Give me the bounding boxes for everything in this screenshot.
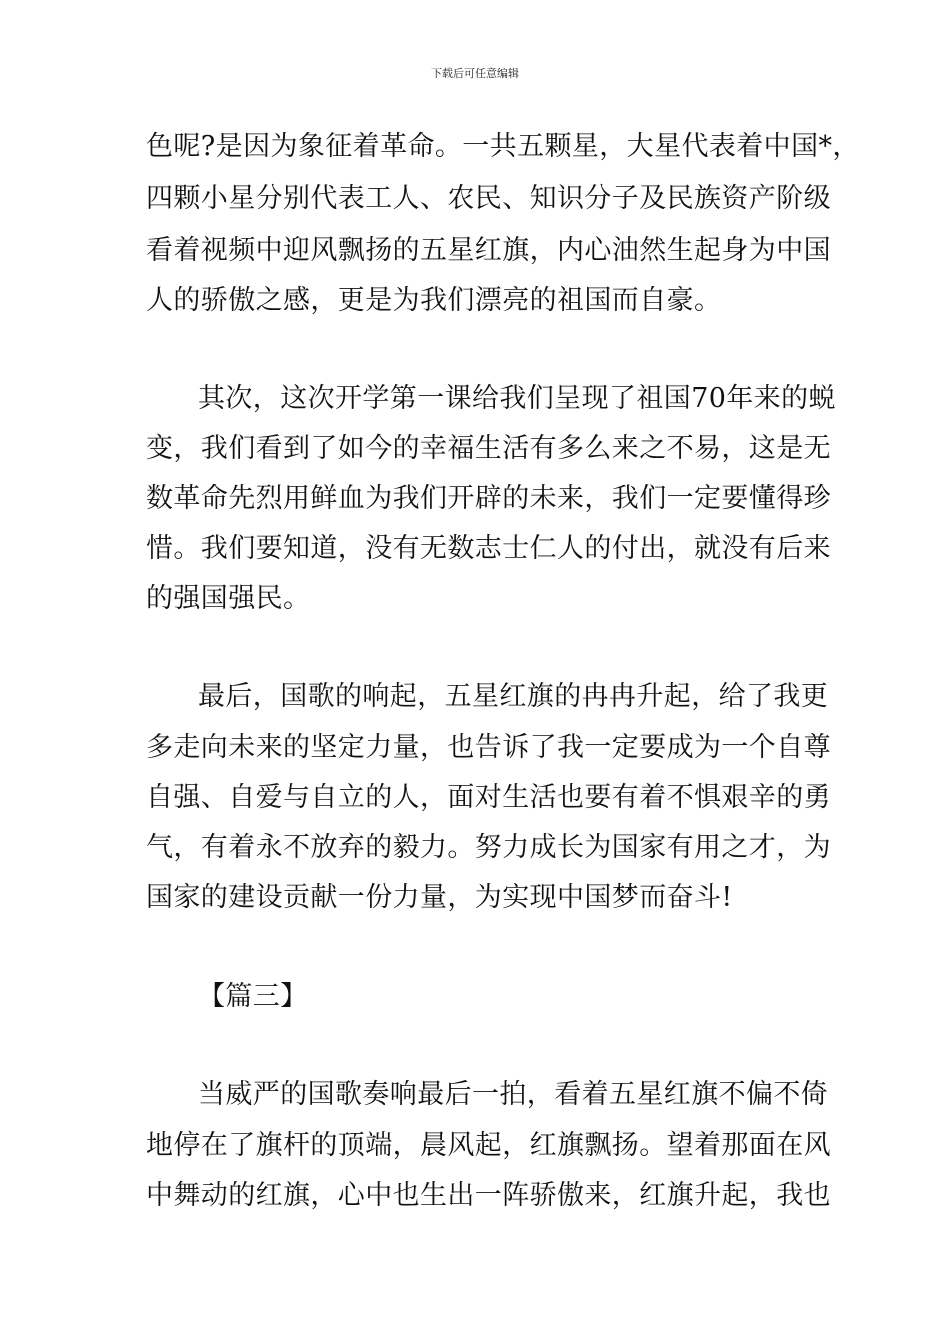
text-line: 色呢?是因为象征着革命。一共五颗星，大星代表着中国*， <box>146 131 860 162</box>
paragraph-first-line: 最后，国歌的响起，五星红旗的冉冉升起，给了我更 <box>198 681 829 712</box>
text-line: 气，有着永不放弃的毅力。努力成长为国家有用之才，为 <box>146 832 831 863</box>
page-header: 下载后可任意编辑 <box>431 67 519 80</box>
text-line: 多走向未来的坚定力量，也告诉了我一定要成为一个自尊 <box>146 732 831 763</box>
text-line: 四颗小星分别代表工人、农民、知识分子及民族资产阶级 <box>146 183 831 214</box>
text-line: 的强国强民。 <box>146 583 311 614</box>
paragraph-first-line: 当威严的国歌奏响最后一拍，看着五星红旗不偏不倚 <box>198 1079 829 1110</box>
text-line: 变，我们看到了如今的幸福生活有多么来之不易，这是无 <box>146 433 831 464</box>
text-line: 惜。我们要知道，没有无数志士仁人的付出，就没有后来 <box>146 533 831 564</box>
section-heading: 【篇三】 <box>198 981 308 1012</box>
text-line: 数革命先烈用鲜血为我们开辟的未来，我们一定要懂得珍 <box>146 483 831 514</box>
paragraph-first-line: 其次，这次开学第一课给我们呈现了祖国70年来的蜕 <box>198 383 836 414</box>
text-line: 人的骄傲之感，更是为我们漂亮的祖国而自豪。 <box>146 285 722 316</box>
text-line: 自强、自爱与自立的人，面对生活也要有着不惧艰辛的勇 <box>146 782 831 813</box>
text-line: 看着视频中迎风飘扬的五星红旗，内心油然生起身为中国 <box>146 235 831 266</box>
text-line: 中舞动的红旗，心中也生出一阵骄傲来，红旗升起，我也 <box>146 1180 831 1211</box>
text-line: 地停在了旗杆的顶端，晨风起，红旗飘扬。望着那面在风 <box>146 1130 831 1161</box>
text-line: 国家的建设贡献一份力量，为实现中国梦而奋斗! <box>146 882 733 913</box>
